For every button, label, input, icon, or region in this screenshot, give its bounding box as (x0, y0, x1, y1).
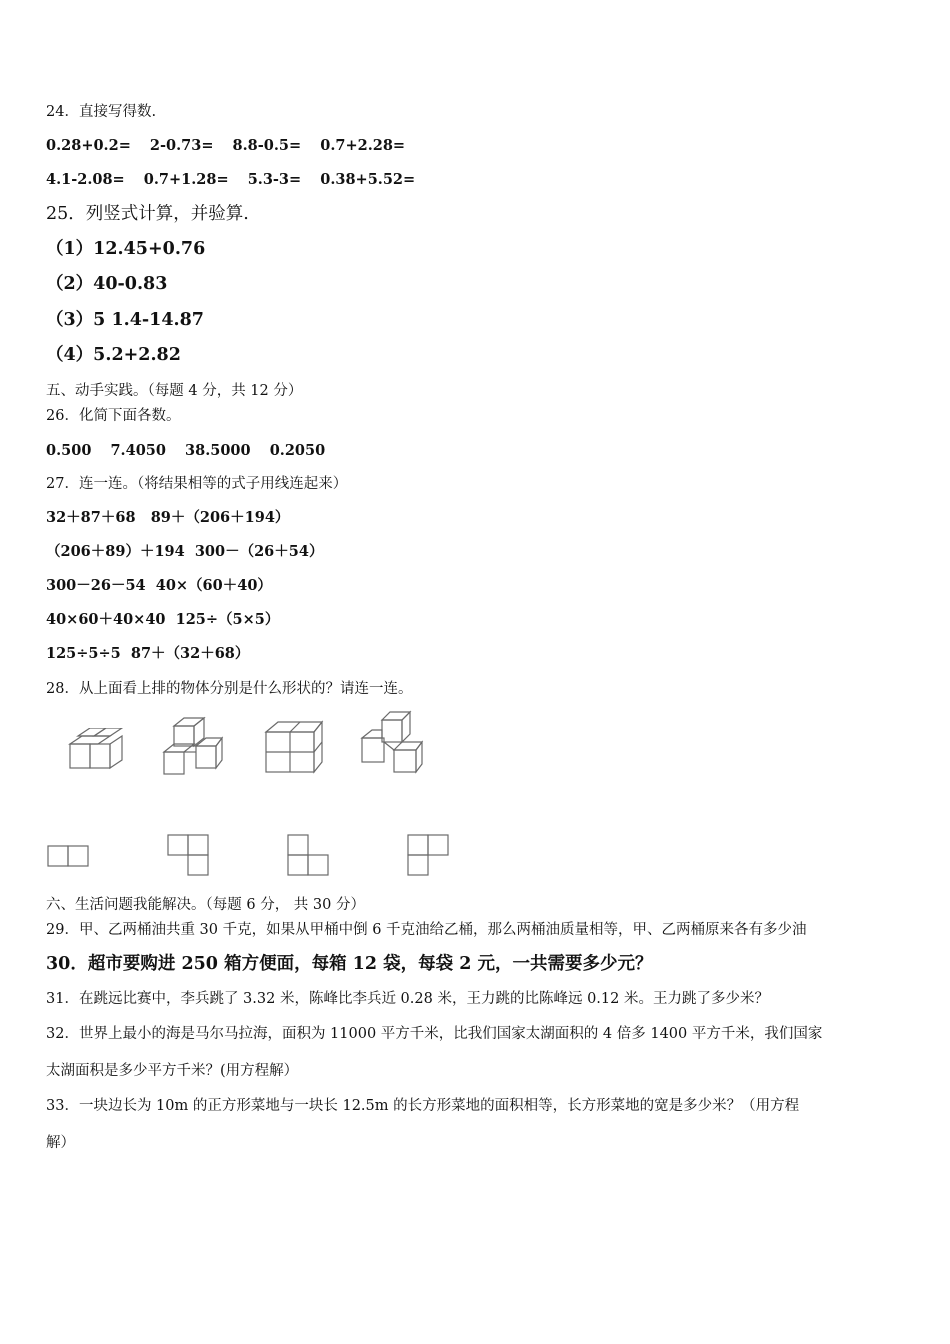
q26-number: 0.2050 (269, 442, 326, 459)
q24-expr: 0.7+1.28= (143, 171, 229, 188)
q26-number: 0.500 (46, 442, 92, 459)
q30-text: 30．超市要购进 250 箱方便面，每箱 12 袋，每袋 2 元，一共需要多少元？ (46, 954, 653, 974)
q26-number: 38.5000 (185, 442, 251, 459)
q27-left-expr: 125÷5÷5 (46, 645, 121, 662)
q27-left-expr: 40×60＋40×40 (46, 611, 166, 628)
cube-figure-4 (356, 708, 426, 776)
q24-title: 24．直接写得数. (46, 104, 157, 120)
q27-right-expr: 125÷（5×5） (175, 611, 280, 628)
q27-left-expr: 300－26－54 (46, 577, 146, 594)
q24-expr: 0.28+0.2= (46, 137, 131, 154)
q24-expr: 2-0.73= (149, 137, 214, 154)
q27-left-expr: 32＋87＋68 (46, 509, 136, 526)
cube-figure-2 (160, 716, 226, 778)
q26-numbers (46, 441, 339, 461)
q25-item: （4）5.2+2.82 (46, 345, 181, 365)
section-five-heading: 五、动手实践。（每题 4 分，共 12 分） (46, 383, 303, 399)
q33-line1: 33．一块边长为 10m 的正方形菜地与一块长 12.5m 的长方形菜地的面积相等，长方形菜地的宽是多少米？（用方程 (46, 1098, 800, 1114)
q24-expr: 8.8-0.5= (232, 137, 302, 154)
q27-row (46, 610, 279, 630)
q27-row (46, 508, 289, 528)
q27-row (46, 542, 323, 562)
q27-right-expr: 89＋（206＋194） (150, 509, 290, 526)
q25-item: （3）5 1.4-14.87 (46, 310, 204, 330)
q27-right-expr: 40×（60＋40） (155, 577, 272, 594)
q31-text: 31．在跳远比赛中，李兵跳了 3.32 米，陈峰比李兵近 0.28 米，王力跳的比陈峰远 0.12 米。王力跳了多少米？ (46, 991, 769, 1007)
top-view-shape-3 (286, 833, 332, 879)
q26-title: 26．化简下面各数。 (46, 408, 181, 424)
q27-row (46, 576, 272, 596)
cube-figure-3 (262, 718, 326, 776)
q24-expr: 0.7+2.28= (320, 137, 406, 154)
q27-row (46, 644, 249, 664)
q24-expr: 4.1-2.08= (46, 171, 125, 188)
q29-text: 29．甲、乙两桶油共重 30 千克，如果从甲桶中倒 6 千克油给乙桶，那么两桶油质量相等，甲、乙两桶原来各有多少油 (46, 922, 807, 938)
q25-title: 25．列竖式计算，并验算. (46, 204, 249, 224)
q25-item: （2）40-0.83 (46, 274, 168, 294)
q28-title: 28．从上面看上排的物体分别是什么形状的？请连一连。 (46, 681, 413, 697)
q32-line1: 32．世界上最小的海是马尔马拉海，面积为 11000 平方千米，比我们国家太湖面积的 4 倍多 1400 平方千米，我们国家 (46, 1026, 823, 1042)
q33-line2: 解） (46, 1135, 75, 1151)
q27-right-expr: 87＋（32＋68） (130, 645, 250, 662)
q27-title: 27．连一连。（将结果相等的式子用线连起来） (46, 476, 348, 492)
q26-number: 7.4050 (110, 442, 166, 459)
section-six-heading: 六、生活问题我能解决。（每题 6 分， 共 30 分） (46, 897, 365, 913)
q27-right-expr: 300－（26＋54） (194, 543, 324, 560)
cube-figure-1 (66, 728, 126, 774)
top-view-shape-2 (166, 833, 212, 879)
q25-item: （1）12.45+0.76 (46, 239, 206, 259)
q24-expr: 0.38+5.52= (320, 171, 416, 188)
top-view-shape-4 (406, 833, 452, 879)
q24-row1 (46, 136, 419, 156)
q32-line2: 太湖面积是多少平方千米？(用方程解） (46, 1063, 299, 1079)
q27-left-expr: （206＋89）＋194 (46, 543, 185, 560)
top-view-shape-1 (46, 844, 92, 868)
q24-expr: 5.3-3= (247, 171, 302, 188)
q24-row2 (46, 170, 429, 190)
